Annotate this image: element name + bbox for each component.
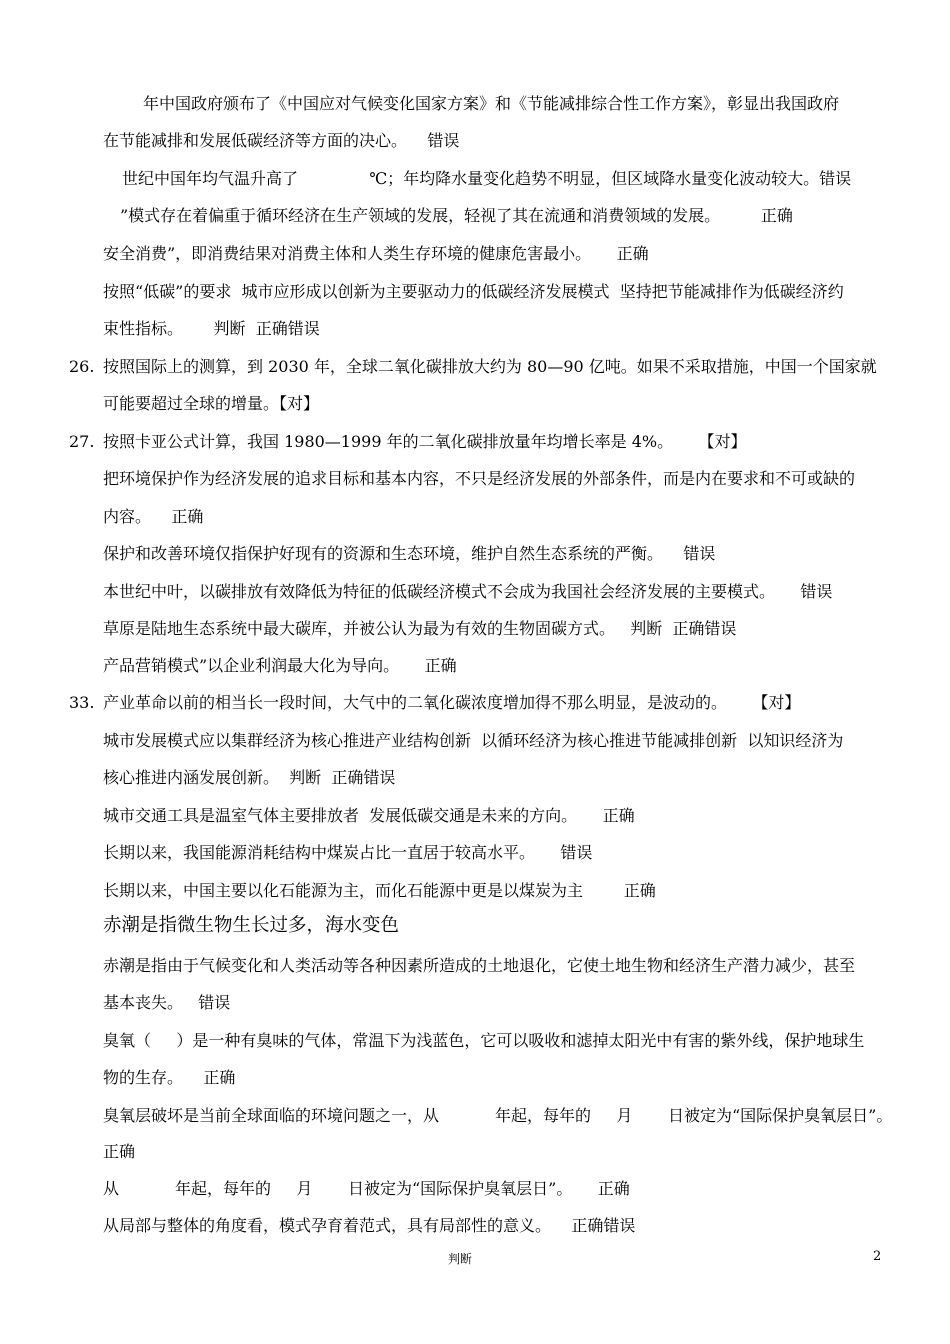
text-line: 安全消费”，即消费结果对消费主体和人类生存环境的健康危害最小。 正确 [103, 244, 649, 263]
text-line: 按照国际上的测算，到 2030 年，全球二氧化碳排放大约为 80—90 亿吨。如果不采取措施，中国一个国家就 [103, 357, 877, 376]
text-line: 按照“低碳”的要求 城市应形成以创新为主要驱动力的低碳经济发展模式 坚持把节能减排作为低碳经济约 [103, 282, 844, 301]
text-line: 年中国政府颁布了《中国应对气候变化国家方案》和《节能减排综合性工作方案》，彰显出我国政府 [143, 94, 840, 113]
text-line: 从 年起，每年的 月 日被定为“国际保护臭氧层日”。 正确 [103, 1179, 630, 1198]
text-line: 保护和改善环境仅指保护好现有的资源和生态环境，维护自然生态系统的严衡。 错误 [103, 544, 716, 563]
text-line: 赤潮是指由于气候变化和人类活动等各种因素所造成的土地退化，它使土地生物和经济生产潜力减少，甚至 [103, 956, 856, 975]
text-line: 束性指标。 判断 正确错误 [103, 319, 320, 338]
footer-label: 判断 [448, 1252, 473, 1266]
text-line: 把环境保护作为经济发展的追求目标和基本内容，不只是经济发展的外部条件，而是内在要求和不可或缺的 [103, 469, 856, 488]
item-number: 27. [69, 432, 95, 451]
text-line-large: 赤潮是指微生物生长过多，海水变色 [103, 915, 400, 936]
text-line: 物的生存。 正确 [103, 1068, 236, 1087]
item-number: 33. [69, 693, 95, 712]
text-line: 世纪中国年均气温升高了 ℃；年均降水量变化趋势不明显，但区域降水量变化波动较大。错误 [122, 169, 852, 188]
text-line: 城市交通工具是温室气体主要排放者 发展低碳交通是未来的方向。 正确 [103, 806, 635, 825]
item-number: 26. [69, 357, 95, 376]
text-line: 长期以来，中国主要以化石能源为主，而化石能源中更是以煤炭为主 正确 [103, 881, 656, 900]
text-line: 从局部与整体的角度看，模式孕育着范式，具有局部性的意义。 正确错误 [103, 1216, 636, 1235]
text-line: 可能要超过全球的增量。【对】 [103, 394, 320, 413]
text-line: 臭氧层破坏是当前全球面临的环境问题之一，从 年起，每年的 月 日被定为“国际保护臭氧层日”。 [103, 1106, 893, 1125]
text-line: 内容。 正确 [103, 507, 204, 526]
text-line: 草原是陆地生态系统中最大碳库，并被公认为最为有效的生物固碳方式。 判断 正确错误 [103, 619, 737, 638]
page-number: 2 [873, 1249, 882, 1264]
text-line: 城市发展模式应以集群经济为核心推进产业结构创新 以循环经济为核心推进节能减排创新 以知识经济为 [103, 731, 844, 750]
text-line: 在节能减排和发展低碳经济等方面的决心。 错误 [103, 131, 460, 150]
text-line: 产业革命以前的相当长一段时间，大气中的二氧化碳浓度增加得不那么明显，是波动的。 【对】 [103, 693, 801, 712]
text-line: 臭氧（ ）是一种有臭味的气体，常温下为浅蓝色，它可以吸收和滤掉太阳光中有害的紫外线，保护地球生 [103, 1031, 865, 1050]
text-line: 正确 [103, 1142, 136, 1161]
text-line: 按照卡亚公式计算，我国 1980—1999 年的二氧化碳排放量年均增长率是 4%。 【对】 [103, 432, 747, 451]
text-line: ”模式存在着偏重于循环经济在生产领域的发展，轻视了其在流通和消费领域的发展。 正确 [120, 206, 793, 225]
text-line: 基本丧失。 错误 [103, 993, 231, 1012]
text-line: 本世纪中叶，以碳排放有效降低为特征的低碳经济模式不会成为我国社会经济发展的主要模式。 错误 [103, 582, 833, 601]
text-line: 核心推进内涵发展创新。 判断 正确错误 [103, 768, 396, 787]
text-line: 长期以来，我国能源消耗结构中煤炭占比一直居于较高水平。 错误 [103, 843, 593, 862]
text-line: 产品营销模式”以企业利润最大化为导向。 正确 [103, 656, 457, 675]
